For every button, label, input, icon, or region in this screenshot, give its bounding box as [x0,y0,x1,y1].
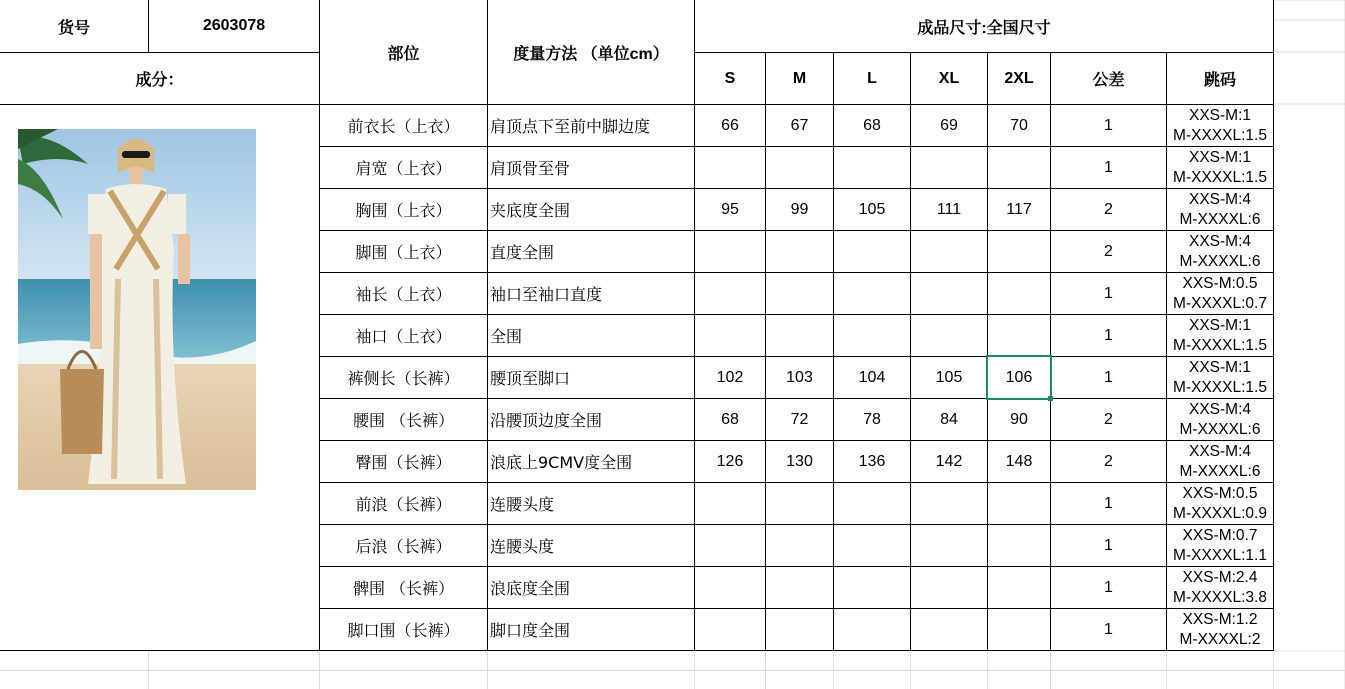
size-header-l[interactable]: L [867,69,877,87]
part-cell[interactable]: 裤侧长（长裤） [347,369,460,388]
method-cell[interactable]: 脚口度全围 [490,621,571,640]
part-cell[interactable]: 肩宽（上衣） [355,159,452,178]
size-value-cell[interactable] [988,525,1050,566]
grade-cell[interactable] [1167,441,1273,482]
grade-line: M-XXXXL:6 [1179,420,1261,438]
tolerance-cell[interactable]: 1 [1104,620,1113,638]
size-value-cell[interactable] [834,231,910,272]
grade-cell[interactable] [1167,483,1273,524]
size-value-cell[interactable] [988,147,1050,188]
size-header-xl[interactable]: XL [938,69,960,87]
method-cell[interactable]: 腰顶至脚口 [490,369,571,388]
size-value-cell[interactable] [911,483,987,524]
method-cell[interactable]: 浪底上9CMV度全围 [490,453,633,472]
size-value-cell[interactable]: 126 [716,452,744,470]
tolerance-cell[interactable]: 1 [1104,368,1113,386]
size-value-cell[interactable]: 136 [858,452,886,470]
method-cell[interactable]: 连腰头度 [490,495,555,514]
size-value-cell[interactable]: 78 [863,410,881,428]
method-cell[interactable]: 直度全围 [490,243,555,262]
size-value-cell[interactable] [988,231,1050,272]
item-number-value[interactable]: 2603078 [202,17,266,34]
size-header-s[interactable]: S [724,69,736,87]
part-cell[interactable]: 髀围 （长裤） [352,579,455,598]
size-value-cell[interactable] [988,609,1050,650]
size-value-cell[interactable] [834,567,910,608]
grade-cell[interactable] [1167,147,1273,188]
grade-line: XXS-M:4 [1188,190,1251,208]
grade-line: M-XXXXL:3.8 [1173,588,1267,606]
size-value-cell[interactable]: 70 [1010,116,1028,134]
size-value-cell[interactable]: 106 [1005,368,1033,386]
grade-line: M-XXXXL:0.7 [1173,294,1267,312]
grade-cell[interactable] [1167,525,1273,566]
part-cell[interactable]: 前衣长（上衣） [347,117,460,136]
size-value-cell[interactable] [911,147,987,188]
size-value-cell[interactable] [834,483,910,524]
size-value-cell[interactable] [695,231,765,272]
grade-line: M-XXXXL:1.5 [1173,168,1267,186]
tolerance-cell[interactable]: 2 [1104,410,1113,428]
size-value-cell[interactable] [766,147,833,188]
size-value-cell[interactable]: 111 [936,200,962,218]
size-value-cell[interactable] [911,567,987,608]
size-value-cell[interactable]: 142 [935,452,963,470]
size-value-cell[interactable] [911,525,987,566]
grade-line: XXS-M:1 [1188,148,1251,166]
grade-cell[interactable] [1167,399,1273,440]
grade-line: M-XXXXL:6 [1179,462,1261,480]
size-value-cell[interactable]: 130 [786,452,813,470]
grade-cell[interactable] [1167,357,1273,398]
grade-line: XXS-M:1 [1188,358,1251,376]
size-value-cell[interactable]: 67 [790,116,809,134]
size-value-cell[interactable]: 72 [790,410,809,428]
size-value-cell[interactable] [766,525,833,566]
part-cell[interactable]: 袖长（上衣） [355,285,452,304]
part-cell[interactable]: 胸围（上衣） [355,201,452,220]
method-cell[interactable]: 袖口至袖口直度 [490,285,603,304]
size-value-cell[interactable]: 104 [858,368,886,386]
method-cell[interactable]: 全围 [490,327,523,346]
grade-line: XXS-M:0.5 [1182,274,1258,292]
size-value-cell[interactable]: 99 [790,200,809,218]
size-value-cell[interactable]: 66 [721,116,739,134]
grade-header[interactable]: 跳码 [1203,72,1236,89]
size-value-cell[interactable] [695,273,765,314]
size-value-cell[interactable] [834,315,910,356]
tolerance-cell[interactable]: 1 [1104,578,1113,596]
grade-cell[interactable] [1167,567,1273,608]
grade-line: XXS-M:2.4 [1182,568,1258,586]
grade-line: M-XXXXL:1.5 [1173,378,1267,396]
size-value-cell[interactable] [695,609,765,650]
size-value-cell[interactable]: 90 [1010,410,1028,428]
grade-line: M-XXXXL:2 [1179,630,1261,648]
size-value-cell[interactable] [766,315,833,356]
grade-line: M-XXXXL:1.5 [1173,336,1267,354]
part-cell[interactable]: 袖口（上衣） [355,327,452,346]
method-cell[interactable]: 肩顶骨至骨 [490,159,571,178]
size-value-cell[interactable] [834,147,910,188]
grade-line: XXS-M:1 [1188,106,1251,124]
grade-cell[interactable] [1167,315,1273,356]
size-value-cell[interactable]: 68 [721,410,739,428]
size-header-2xl[interactable]: 2XL [1004,69,1034,87]
size-value-cell[interactable] [834,525,910,566]
size-value-cell[interactable]: 103 [786,368,813,386]
size-value-cell[interactable]: 105 [935,368,963,386]
composition-label[interactable]: 成分： [135,72,184,89]
tolerance-cell[interactable]: 1 [1104,536,1113,554]
grade-cell[interactable] [1167,609,1273,650]
size-value-cell[interactable]: 68 [863,116,881,134]
size-value-cell[interactable] [695,483,765,524]
part-cell[interactable]: 腰围 （长裤） [352,411,455,430]
item-number-label[interactable]: 货号 [57,19,90,37]
size-value-cell[interactable] [988,567,1050,608]
method-header[interactable]: 度量方法 （单位cm） [513,45,669,63]
size-value-cell[interactable] [911,273,987,314]
grade-cell[interactable] [1167,105,1273,146]
selected-cell-outline [986,355,1052,400]
part-cell[interactable]: 脚口围（长裤） [347,621,460,640]
grade-line: XXS-M:0.7 [1182,526,1258,544]
size-value-cell[interactable] [766,567,833,608]
tolerance-cell[interactable]: 2 [1104,452,1113,470]
tolerance-cell[interactable]: 1 [1104,116,1113,134]
tolerance-cell[interactable]: 2 [1104,200,1113,218]
grade-cell[interactable] [1167,231,1273,272]
size-value-cell[interactable] [695,525,765,566]
size-value-cell[interactable] [911,315,987,356]
method-cell[interactable]: 沿腰顶边度全围 [490,411,603,430]
grade-line: XXS-M:4 [1188,442,1251,460]
grade-cell[interactable] [1167,273,1273,314]
part-cell[interactable]: 前浪（长裤） [355,495,452,514]
size-value-cell[interactable] [988,483,1050,524]
size-value-cell[interactable]: 105 [858,200,886,218]
fill-handle[interactable] [1048,396,1053,401]
grade-line: XXS-M:0.5 [1182,484,1258,502]
grade-line: M-XXXXL:6 [1179,210,1261,228]
grade-line: M-XXXXL:1.5 [1173,126,1267,144]
part-cell[interactable]: 臀围（长裤） [355,453,452,472]
size-value-cell[interactable]: 148 [1005,452,1033,470]
grade-line: XXS-M:1 [1188,316,1251,334]
tolerance-header[interactable]: 公差 [1092,72,1125,89]
grade-line: XXS-M:4 [1188,232,1251,250]
size-value-cell[interactable] [766,231,833,272]
method-cell[interactable]: 肩顶点下至前中脚边度 [490,117,651,136]
method-cell[interactable]: 浪底度全围 [490,579,571,598]
size-value-cell[interactable] [834,273,910,314]
size-value-cell[interactable]: 69 [940,116,958,134]
method-cell[interactable]: 夹底度全围 [490,201,571,220]
grade-line: M-XXXXL:1.1 [1173,546,1267,564]
size-value-cell[interactable] [988,315,1050,356]
part-cell[interactable]: 脚围（上衣） [355,243,452,262]
part-cell[interactable]: 后浪（长裤） [355,537,452,556]
size-value-cell[interactable] [695,315,765,356]
method-cell[interactable]: 连腰头度 [490,537,555,556]
tolerance-cell[interactable]: 2 [1104,242,1113,260]
size-value-cell[interactable] [834,609,910,650]
grade-cell[interactable] [1167,189,1273,230]
tolerance-cell[interactable]: 1 [1104,494,1113,512]
grade-line: M-XXXXL:0.9 [1173,504,1267,522]
grade-line: XXS-M:4 [1188,400,1251,418]
size-value-cell[interactable] [766,609,833,650]
size-value-cell[interactable]: 95 [721,200,739,218]
tolerance-cell[interactable]: 1 [1104,158,1113,176]
size-value-cell[interactable]: 102 [716,368,744,386]
tolerance-cell[interactable]: 1 [1104,284,1113,302]
size-header-m[interactable]: M [792,69,807,87]
size-value-cell[interactable] [766,483,833,524]
grade-line: XXS-M:1.2 [1182,610,1258,628]
product-photo[interactable] [18,129,256,490]
size-value-cell[interactable] [911,609,987,650]
size-value-cell[interactable]: 117 [1006,200,1032,218]
size-value-cell[interactable] [766,273,833,314]
size-value-cell[interactable] [695,147,765,188]
size-group-header[interactable]: 成品尺寸:全国尺寸 [917,19,1051,37]
size-value-cell[interactable] [695,567,765,608]
tolerance-cell[interactable]: 1 [1104,326,1113,344]
size-value-cell[interactable] [988,273,1050,314]
grade-line: M-XXXXL:6 [1179,252,1261,270]
part-header[interactable]: 部位 [387,45,420,63]
size-value-cell[interactable] [911,231,987,272]
size-value-cell[interactable]: 84 [940,410,958,428]
